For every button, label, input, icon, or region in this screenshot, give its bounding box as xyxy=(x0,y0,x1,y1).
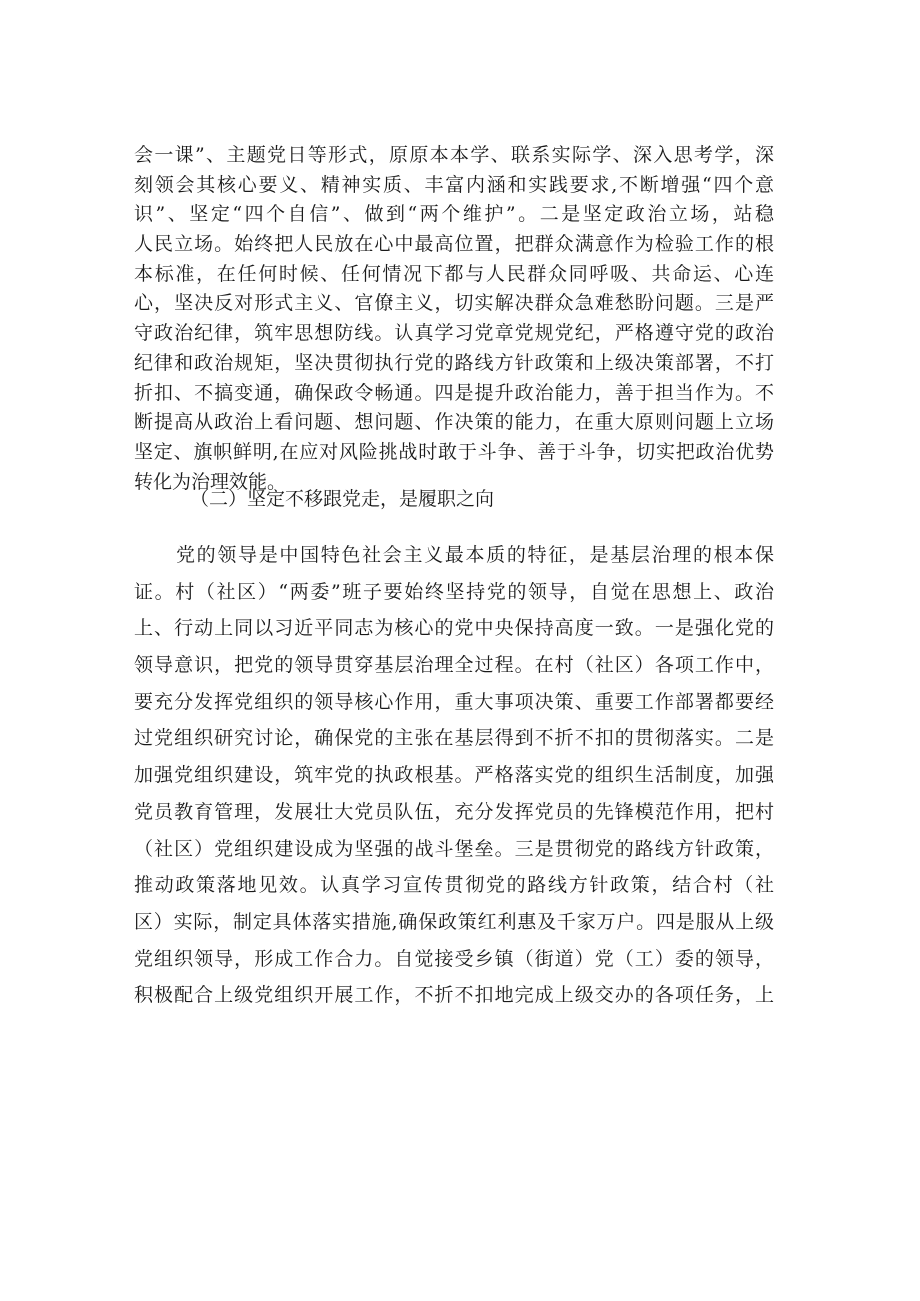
text-line: 会一课”、主题党日等形式，原原本本学、联系实际学、深入思考学，深 xyxy=(134,144,774,166)
text-line: 加强党组织建设，筑牢党的执政根基。严格落实党的组织生活制度，加强 xyxy=(134,764,774,787)
text-line: 推动政策落地见效。认真学习宣传贯彻党的路线方针政策，结合村（社 xyxy=(134,874,774,897)
text-line: 转化为治理效能。 xyxy=(134,470,287,493)
paragraph-follow-party xyxy=(134,537,774,1014)
text-line: 纪律和政治规矩，坚决贯彻执行党的路线方针政策和上级决策部署，不打 xyxy=(134,351,774,374)
text-line: 刻领会其核心要义、精神实质、丰富内涵和实践要求,不断增强“四个意 xyxy=(134,173,774,196)
text-line: 本标准，在任何时候、任何情况下都与人民群众同呼吸、共命运、心连 xyxy=(134,262,774,285)
text-line: 人民立场。始终把人民放在心中最高位置，把群众满意作为检验工作的根 xyxy=(134,233,774,256)
paragraph-political-stance xyxy=(134,141,774,497)
text-line: 积极配合上级党组织开展工作，不折不扣地完成上级交办的各项任务，上 xyxy=(134,984,774,1007)
text-line: （社区）党组织建设成为坚强的战斗堡垒。三是贯彻党的路线方针政策， xyxy=(134,837,774,860)
text-line: 证。村（社区）“两委”班子要始终坚持党的领导，自觉在思想上、政治 xyxy=(134,580,774,603)
text-line: 党员教育管理，发展壮大党员队伍，充分发挥党员的先锋模范作用，把村 xyxy=(134,800,774,823)
text-line: 党组织领导，形成工作合力。自觉接受乡镇（街道）党（工）委的领导， xyxy=(134,947,774,970)
section-heading: （二）坚定不移跟党走，是履职之向 xyxy=(190,488,495,510)
text-line: 断提高从政治上看问题、想问题、作决策的能力，在重大原则问题上立场 xyxy=(134,411,774,434)
text-line: 上、行动上同以习近平同志为核心的党中央保持高度一致。一是强化党的 xyxy=(134,617,774,640)
text-line: 心，坚决反对形式主义、官僚主义，切实解决群众急难愁盼问题。三是严 xyxy=(134,292,774,315)
text-line: 识”、坚定“四个自信”、做到“两个维护”。二是坚定政治立场，站稳 xyxy=(134,203,774,226)
text-line: 领导意识，把党的领导贯穿基层治理全过程。在村（社区）各项工作中， xyxy=(134,654,774,677)
text-line: 要充分发挥党组织的领导核心作用，重大事项决策、重要工作部署都要经 xyxy=(134,690,774,713)
text-line: 坚定、旗帜鲜明,在应对风险挑战时敢于斗争、善于斗争，切实把政治优势 xyxy=(134,440,774,463)
text-line: 党的领导是中国特色社会主义最本质的特征，是基层治理的根本保 xyxy=(176,544,774,566)
text-line: 过党组织研究讨论，确保党的主张在基层得到不折不扣的贯彻落实。二是 xyxy=(134,727,774,750)
text-line: 折扣、不搞变通，确保政令畅通。四是提升政治能力，善于担当作为。不 xyxy=(134,381,774,404)
text-line: 守政治纪律，筑牢思想防线。认真学习党章党规党纪，严格遵守党的政治 xyxy=(134,322,774,345)
text-line: 区）实际，制定具体落实措施,确保政策红利惠及千家万户。四是服从上级 xyxy=(134,910,774,933)
